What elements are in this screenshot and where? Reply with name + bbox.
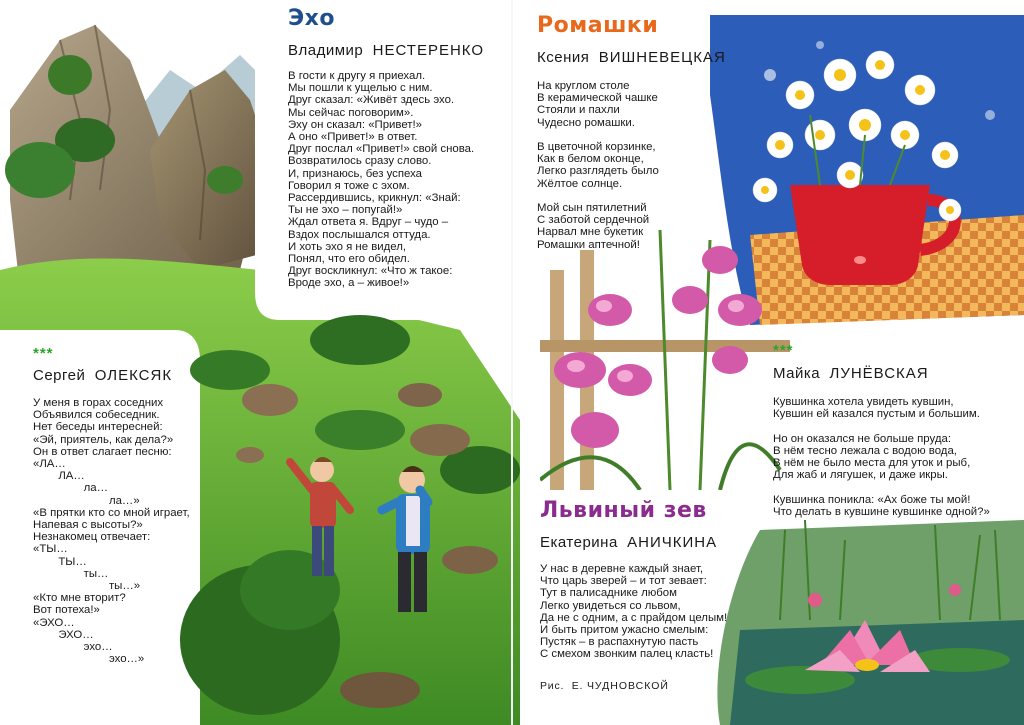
author-first-name: Ксения <box>537 49 590 66</box>
author-last-name: НЕСТЕРЕНКО <box>372 42 485 59</box>
author-last-name: ОЛЕКСЯК <box>94 367 173 384</box>
author-first-name: Владимир <box>288 42 364 59</box>
author-last-name: АНИЧКИНА <box>627 534 718 551</box>
page-gutter <box>511 0 513 725</box>
poem-title-daisies: Ромашки <box>537 13 659 38</box>
author-first-name: Сергей <box>33 367 86 384</box>
snapdragon-illustration <box>540 230 790 490</box>
poem-text-oleksyak: У меня в горах соседних Объявился собеседник. Нет беседы интересней: «Эй, приятель, как дела?» Он в ответ слагает песню: «ЛА… ЛА… ла… ла…» «В прятки кто со мной играет, Напевая с высоты?» Незнакомец отвечает: «ТЫ… ТЫ… ты… ты…» «Кто мне вторит? Вот потеха!» «ЭХО… ЭХО… эхо… эхо…» <box>33 397 190 666</box>
poem-text-snapdragon: У нас в деревне каждый знает, Что царь зверей – и тот зевает: Тут в палисаднике любом Легко увидеться со львом, Да не с одним, а с прайдом целым! И быть притом ужасно смелым: Пустяк – в распахнутую пасть С смехом звонким палец класть! <box>540 563 728 661</box>
poem-text-daisies: На круглом столе В керамической чашке Стояли и пахли Чудесно ромашки. В цветочной корзинке, Как в белом оконце, Легко разглядеть было Жёлтое солнце. Мой сын пятилетний С заботой сердечной Нарвал мне букетик Ромашки аптечной! <box>537 80 659 251</box>
author-first-name: Майка <box>773 365 821 382</box>
poem-text-lunevskaya: Кувшинка хотела увидеть кувшин, Кувшин ей казался пустым и большим. Но он оказался не больше пруда: В нём тесно лежала с водою вода, В нём не было места для уток и рыб, Для жаб и лягушек, и даже икры. Кувшинка поникла: «Ах боже ты мой! Что делать в кувшине кувшинке одной?» <box>773 396 990 518</box>
poem-title-snapdragon: Львиный зев <box>540 498 707 523</box>
author-lunevskaya <box>773 365 929 382</box>
credit-prefix: Рис. <box>540 680 565 692</box>
illustration-credit <box>540 680 669 692</box>
author-anichkina <box>540 534 717 551</box>
poem-title-echo: Эхо <box>288 6 335 31</box>
poem-text-echo: В гости к другу я приехал. Мы пошли к ущелью с ним. Друг сказал: «Живёт здесь эхо. Мы сейчас поговорим». Эху он сказал: «Привет!» А оно «Привет!» в ответ. Друг послал «Привет!» свой снова. Возвратилось сразу слово. И, признаюсь, без успеха Говорил я тоже с эхом. Рассердившись, крикнул: «Знай: Ты не эхо – попугай!» Ждал ответа я. Вдруг – чудо – Вздох послышался оттуда. И хоть эхо я не видел, Понял, что его обидел. Друг воскликнул: «Что ж такое: Вроде эхо, а – живое!» <box>288 70 475 290</box>
author-oleksyak <box>33 367 172 384</box>
credit-initial: Е. <box>571 680 584 692</box>
water-lily-pond-illustration <box>700 520 1024 725</box>
author-last-name: ЛУНЁВСКАЯ <box>829 365 929 382</box>
author-vishnevetskaya <box>537 49 726 66</box>
section-stars-lunevskaya: *** <box>773 342 794 359</box>
author-first-name: Екатерина <box>540 534 618 551</box>
section-stars-oleksyak: *** <box>33 345 54 362</box>
credit-surname: ЧУДНОВСКОЙ <box>586 680 669 692</box>
author-nesterenko <box>288 42 484 59</box>
author-last-name: ВИШНЕВЕЦКАЯ <box>598 49 726 66</box>
